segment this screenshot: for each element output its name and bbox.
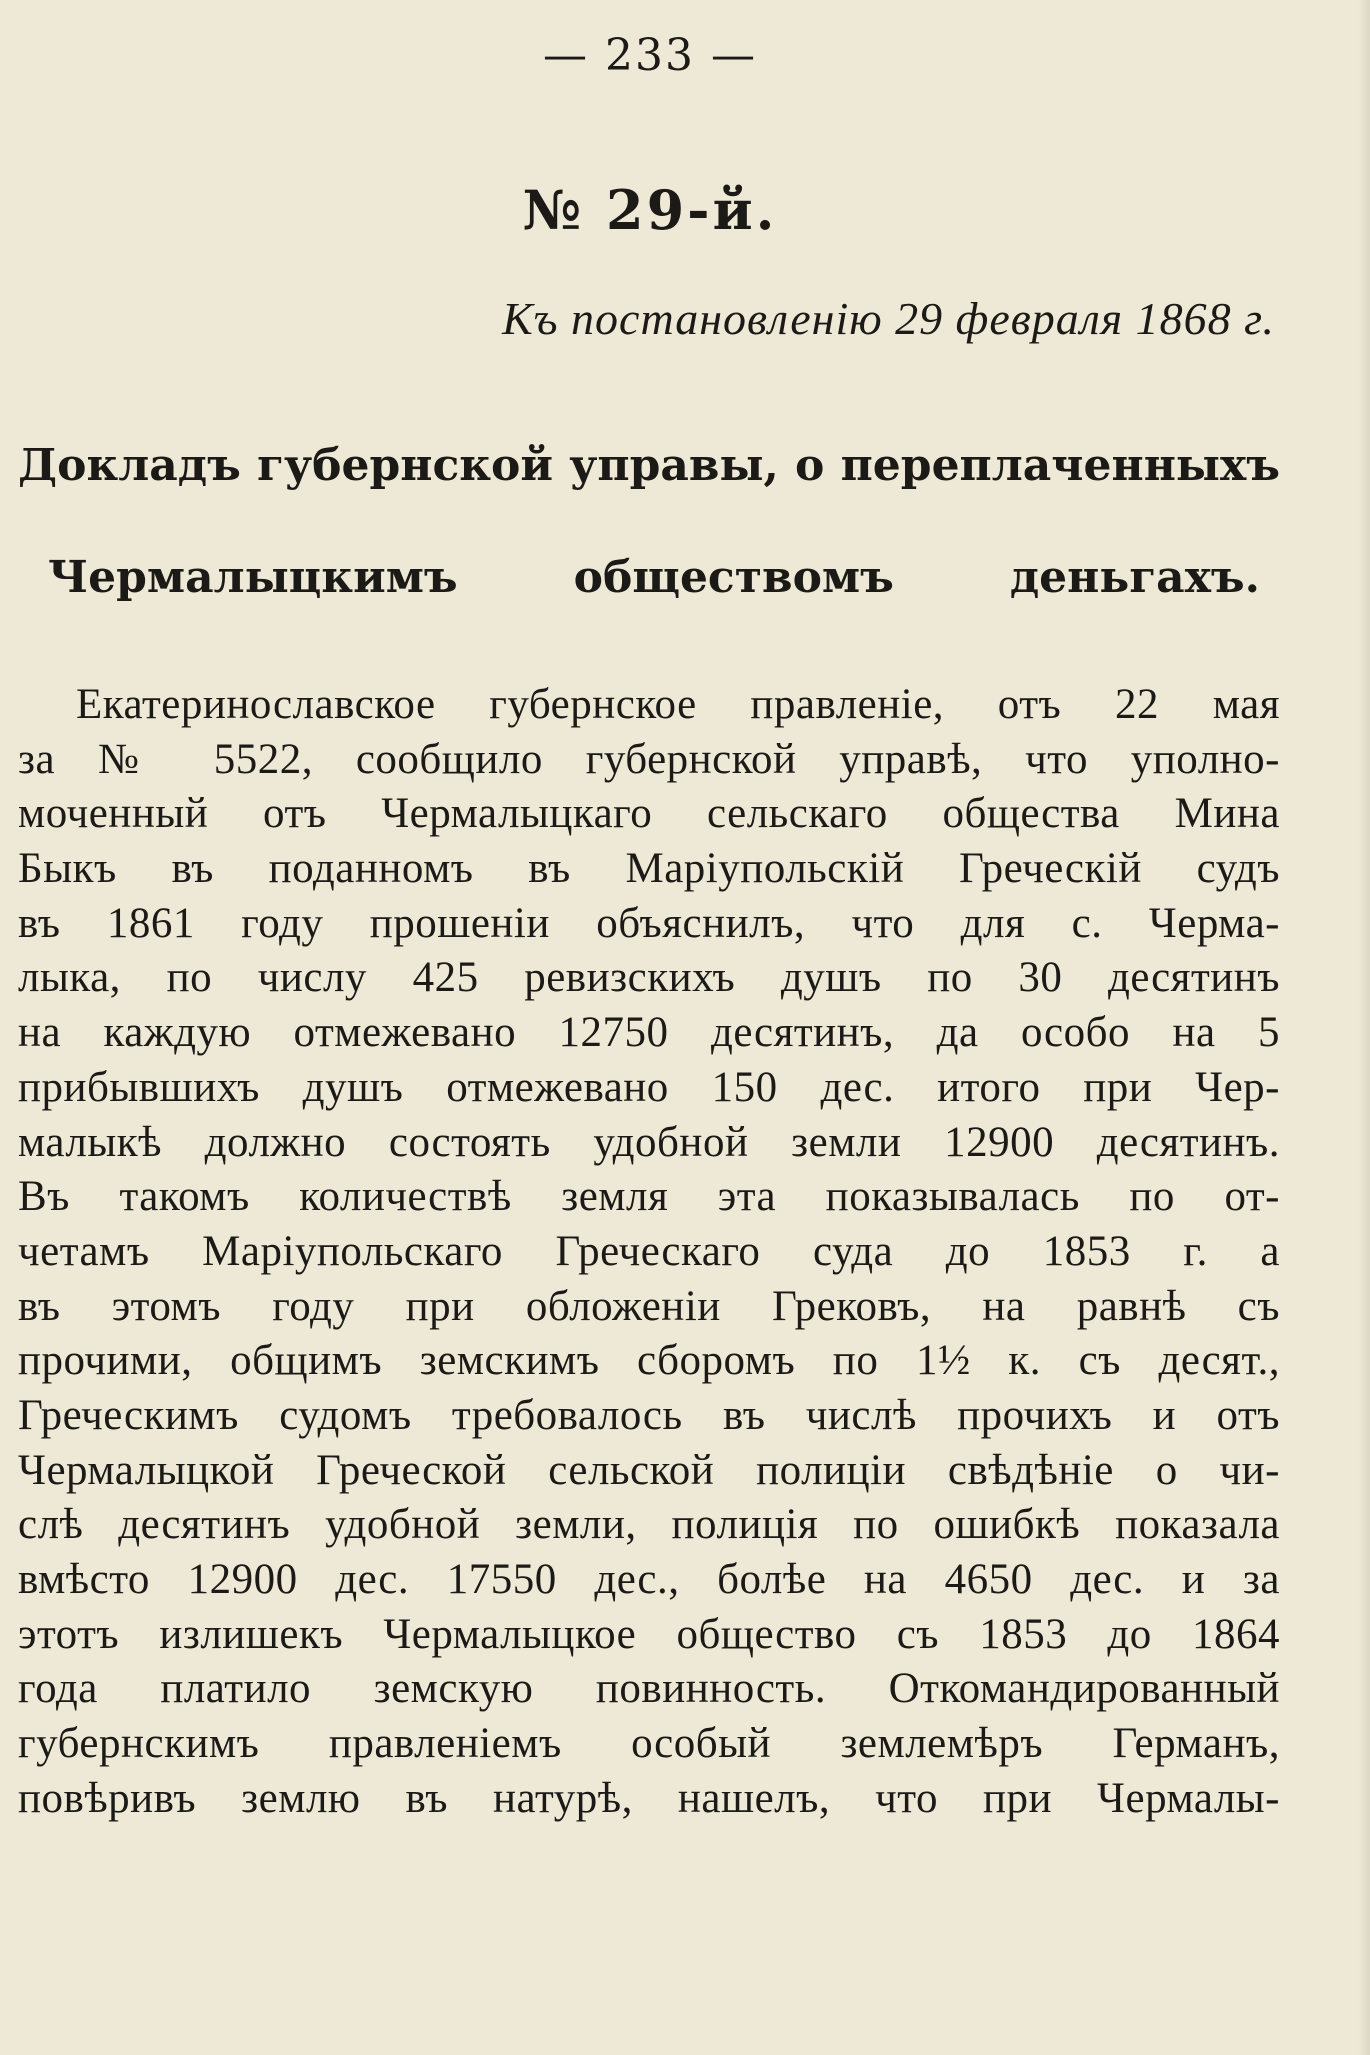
body-text bbox=[18, 678, 1280, 1826]
body-line: за № 5522, сообщило губернской управѣ, что уполно- bbox=[18, 735, 1280, 783]
body-line: Греческимъ судомъ требовалось въ числѣ прочихъ и отъ bbox=[18, 1391, 1280, 1439]
body-line: Въ такомъ количествѣ земля эта показывалась по от- bbox=[18, 1173, 1280, 1221]
resolution-reference: Къ постановленію 29 февраля 1868 г. bbox=[502, 293, 1275, 344]
document-number: № 29-й. bbox=[522, 178, 778, 242]
heading-line-2: Чермалыцкимъ обществомъ деньгахъ. bbox=[48, 552, 1260, 603]
body-line: вмѣсто 12900 дес. 17550 дес., болѣе на 4650 дес. и за bbox=[18, 1556, 1280, 1603]
body-line: въ 1861 году прошеніи объяснилъ, что для с. Черма- bbox=[18, 899, 1280, 947]
body-line: слѣ десятинъ удобной земли, полиція по ошибкѣ показала bbox=[18, 1501, 1280, 1549]
body-line: въ этомъ году при обложеніи Грековъ, на равнѣ съ bbox=[18, 1282, 1280, 1330]
body-line: губернскимъ правленіемъ особый землемѣръ Германъ, bbox=[18, 1720, 1280, 1768]
body-line: прочими, общимъ земскимъ сборомъ по 1½ к. съ десят., bbox=[18, 1337, 1280, 1385]
body-line: малыкѣ должно состоять удобной земли 12900 десятинъ. bbox=[18, 1118, 1280, 1166]
body-line: на каждую отмежевано 12750 десятинъ, да особо на 5 bbox=[18, 1009, 1280, 1057]
body-line: Чермалыцкой Греческой сельской полиціи свѣдѣніе о чи- bbox=[18, 1446, 1280, 1494]
body-line: этотъ излишекъ Чермалыцкое общество съ 1853 до 1864 bbox=[18, 1610, 1280, 1658]
body-line: прибывшихъ душъ отмежевано 150 дес. итого при Чер- bbox=[18, 1063, 1280, 1111]
body-line: лыка, по числу 425 ревизскихъ душъ по 30 десятинъ bbox=[18, 954, 1280, 1002]
body-line: Быкъ въ поданномъ въ Маріупольскій Греческій судъ bbox=[18, 845, 1280, 893]
body-line: повѣривъ землю въ натурѣ, нашелъ, что при Чермалы- bbox=[18, 1774, 1280, 1822]
body-line: моченный отъ Чермалыцкаго сельскаго общества Мина bbox=[18, 790, 1280, 838]
body-line: года платило земскую повинность. Откомандированный bbox=[18, 1665, 1280, 1713]
body-line: четамъ Маріупольскаго Греческаго суда до 1853 г. а bbox=[18, 1227, 1280, 1275]
body-line: Екатеринославское губернское правленіе, отъ 22 мая bbox=[76, 681, 1280, 728]
heading-line-1: Докладъ губернской управы, о переплаченныхъ bbox=[18, 440, 1280, 491]
page-edge-shadow bbox=[1358, 0, 1370, 2055]
page-number: — 233 — bbox=[543, 30, 757, 81]
